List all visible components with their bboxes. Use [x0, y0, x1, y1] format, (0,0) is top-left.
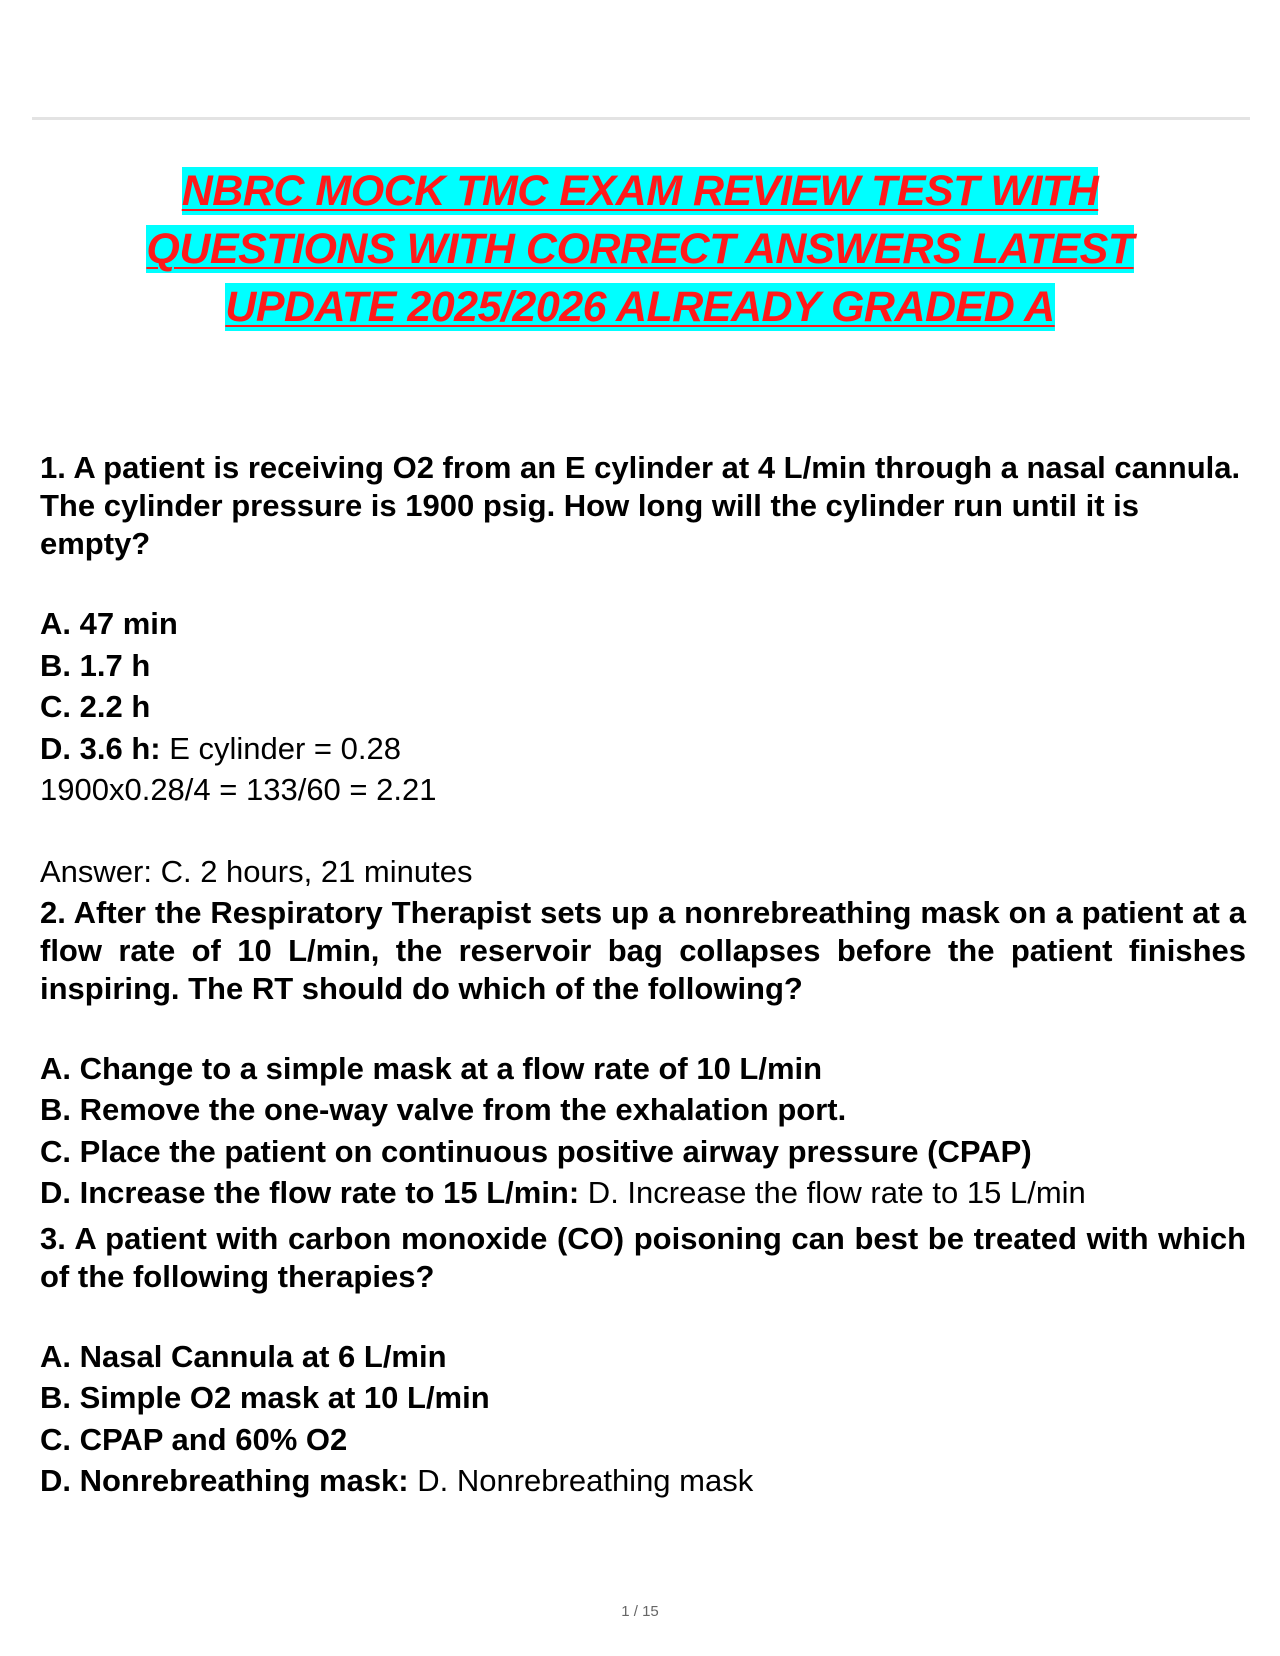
option-d: [40, 1172, 1246, 1214]
option-label: C. Place the patient on continuous positive airway pressure (CPAP): [40, 1133, 1032, 1169]
option-label: A. 47 min: [40, 606, 178, 641]
option-label: B. Remove the one-way valve from the exhalation port.: [40, 1092, 847, 1127]
spacer: [40, 811, 1246, 851]
option-a: [40, 603, 1246, 645]
spacer: [40, 563, 1246, 603]
option-d: [40, 728, 1246, 770]
document-title: [40, 162, 1240, 336]
question-3: [40, 1220, 1246, 1502]
question-1-stem: 1. A patient is receiving O2 from an E cylinder at 4 L/min through a nasal cannula. The cylinder pressure is 1900 psig. How long will the cylinder run until it is empty?: [40, 450, 1241, 561]
option-label: A. Nasal Cannula at 6 L/min: [40, 1338, 447, 1374]
question-1-options: [40, 603, 1246, 811]
option-b: [40, 1089, 1246, 1131]
page-indicator: 1 / 15: [621, 1603, 659, 1620]
question-1-answer: Answer: C. 2 hours, 21 minutes: [40, 853, 473, 889]
question-3-options: [40, 1336, 1246, 1502]
calculation-text: 1900x0.28/4 = 133/60 = 2.21: [40, 772, 437, 807]
document-body: [40, 449, 1246, 1502]
question-3-stem: 3. A patient with carbon monoxide (CO) poisoning can best be treated with which of the following therapies?: [40, 1220, 1246, 1294]
option-label: B. Simple O2 mask at 10 L/min: [40, 1380, 490, 1415]
question-2: [40, 894, 1246, 1214]
question-1: [40, 449, 1246, 892]
option-c: [40, 1131, 1246, 1173]
option-label: D. Increase the flow rate to 15 L/min:: [40, 1175, 580, 1210]
option-label: A. Change to a simple mask at a flow rate of 10 L/min: [40, 1050, 823, 1086]
option-rationale: D. Increase the flow rate to 15 L/min: [579, 1175, 1086, 1210]
spacer: [40, 1008, 1246, 1048]
option-label: C. CPAP and 60% O2: [40, 1421, 348, 1457]
option-c: [40, 1419, 1246, 1461]
option-rationale: E cylinder = 0.28: [160, 730, 401, 766]
option-a: [40, 1048, 1246, 1090]
question-2-stem: 2. After the Respiratory Therapist sets up a nonrebreathing mask on a patient at a flow rate of 10 L/min, the reservoir bag collapses before the patient finishes inspiring. The RT should do which of the following?: [40, 894, 1246, 1006]
option-rationale: D. Nonrebreathing mask: [408, 1463, 754, 1498]
question-2-options: [40, 1048, 1246, 1214]
option-d: [40, 1460, 1246, 1502]
top-divider: [32, 117, 1250, 120]
title-line-2: QUESTIONS WITH CORRECT ANSWERS LATEST: [146, 225, 1134, 273]
option-a: [40, 1336, 1246, 1378]
option-b: [40, 1377, 1246, 1419]
option-label: C. 2.2 h: [40, 689, 151, 724]
spacer: [40, 1296, 1246, 1336]
title-line-3: UPDATE 2025/2026 ALREADY GRADED A: [225, 283, 1055, 331]
option-label: D. Nonrebreathing mask:: [40, 1463, 409, 1498]
option-c: [40, 686, 1246, 728]
title-line-1: NBRC MOCK TMC EXAM REVIEW TEST WITH: [181, 167, 1099, 215]
option-label: D. 3.6 h:: [40, 730, 161, 766]
option-label: B. 1.7 h: [40, 647, 151, 683]
option-b: [40, 645, 1246, 687]
calculation-line: [40, 769, 1246, 811]
